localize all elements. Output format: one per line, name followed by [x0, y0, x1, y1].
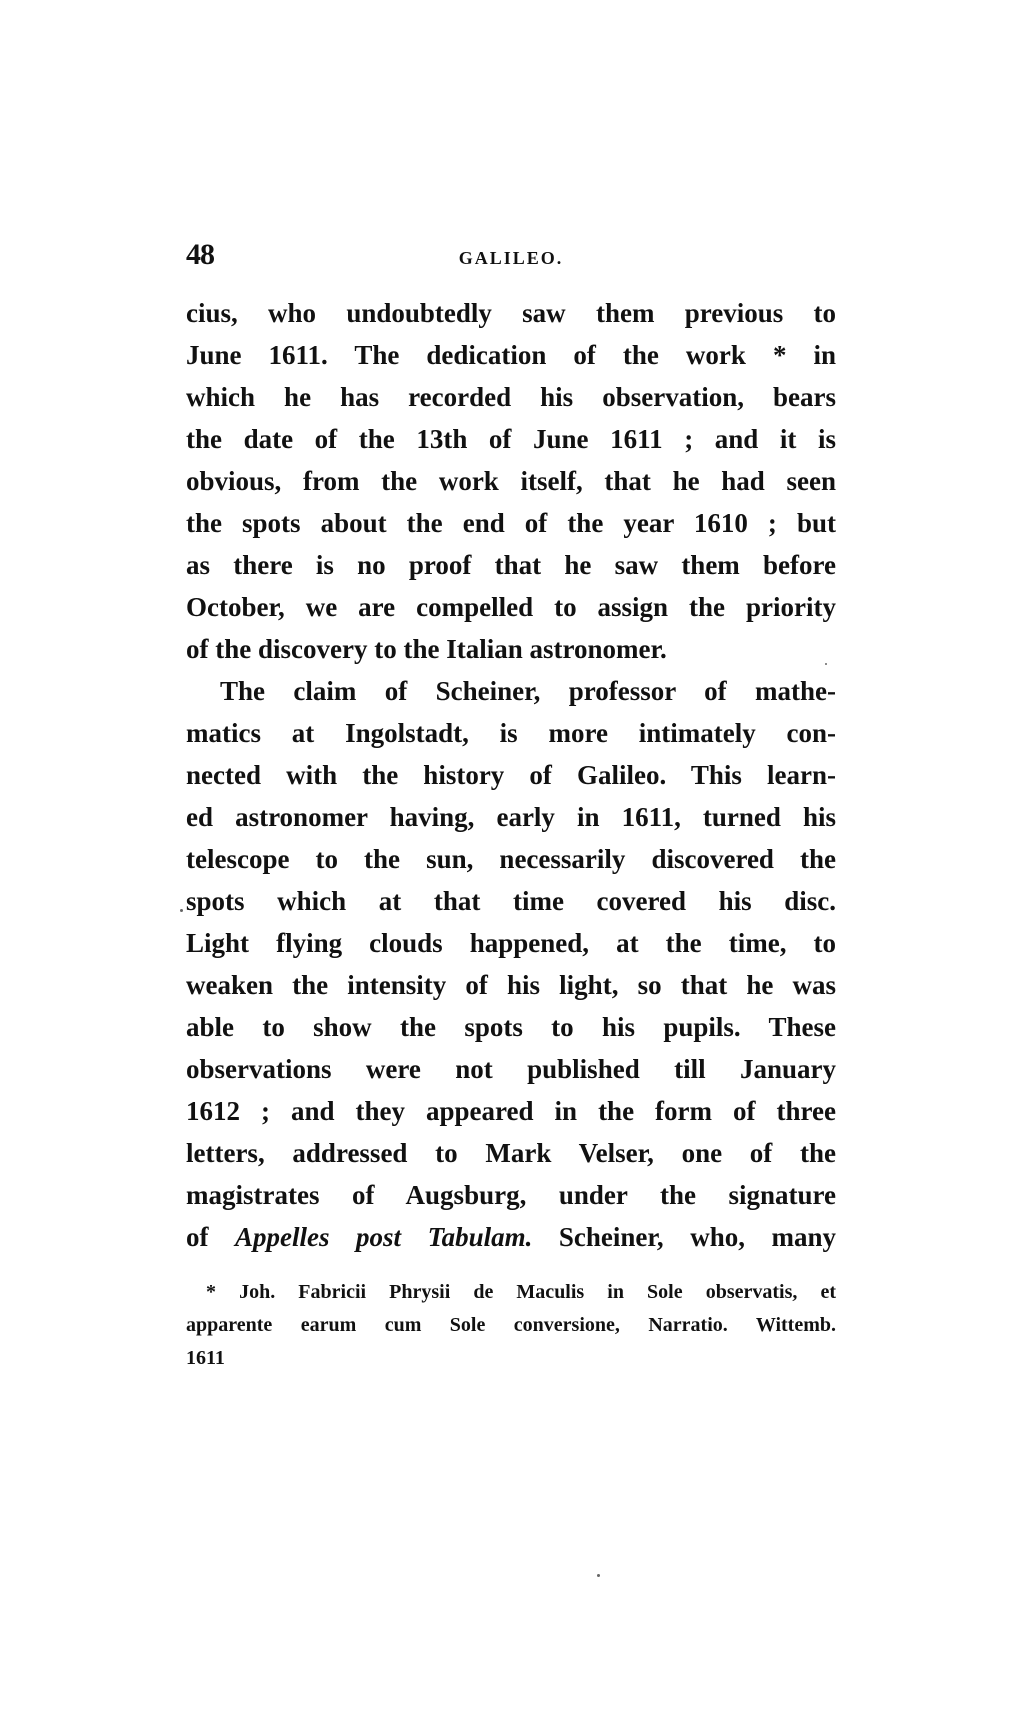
text-line: ed astronomer having, early in 1611, turned his — [186, 802, 836, 832]
text-line: weaken the intensity of his light, so that he was — [186, 970, 836, 1000]
text-line: which he has recorded his observation, bears — [186, 382, 836, 412]
footnote-line: * Joh. Fabricii Phrysii de Maculis in Sole observatis, et — [206, 1281, 836, 1303]
print-speck — [180, 909, 183, 912]
text-line: telescope to the sun, necessarily discovered the — [186, 844, 836, 874]
running-title: GALILEO. — [458, 248, 564, 268]
text-line: able to show the spots to his pupils. These — [186, 1012, 836, 1042]
body-text — [186, 292, 836, 1258]
text-line: letters, addressed to Mark Velser, one of the — [186, 1138, 836, 1168]
text-line — [186, 1216, 836, 1258]
footnote — [186, 1276, 836, 1375]
text-line: obvious, from the work itself, that he had seen — [186, 466, 836, 496]
italic-signature: Appelles post Tabulam. — [235, 1222, 533, 1252]
line-suffix: Scheiner, who, many — [532, 1222, 836, 1252]
text-line: the spots about the end of the year 1610 ; but — [186, 508, 836, 538]
running-head — [186, 238, 836, 278]
text-line: October, we are compelled to assign the priority — [186, 592, 836, 622]
text-line: magistrates of Augsburg, under the signature — [186, 1180, 836, 1210]
text-line: matics at Ingolstadt, is more intimately con- — [186, 718, 836, 748]
text-line: observations were not published till January — [186, 1054, 836, 1084]
text-line: June 1611. The dedication of the work * in — [186, 340, 836, 370]
paragraph-1 — [186, 292, 836, 670]
text-line: The claim of Scheiner, professor of mathe- — [220, 676, 836, 706]
text-line: spots which at that time covered his disc. — [186, 886, 836, 916]
text-line: of the discovery to the Italian astronomer. — [186, 634, 667, 664]
text-line: 1612 ; and they appeared in the form of three — [186, 1096, 836, 1126]
text-line: the date of the 13th of June 1611 ; and it is — [186, 424, 836, 454]
footnote-line: 1611 — [186, 1347, 225, 1369]
page-number: 48 — [186, 238, 214, 271]
line-prefix: of — [186, 1222, 236, 1252]
print-speck — [825, 663, 827, 665]
footnote-line: apparente earum cum Sole conversione, Narratio. Wittemb. — [186, 1314, 836, 1336]
text-line: as there is no proof that he saw them before — [186, 550, 836, 580]
paragraph-2 — [186, 670, 836, 1258]
book-page — [186, 238, 836, 1375]
print-speck — [597, 1574, 600, 1577]
text-line: Light flying clouds happened, at the time, to — [186, 928, 836, 958]
text-line: cius, who undoubtedly saw them previous to — [186, 298, 836, 328]
text-line: nected with the history of Galileo. This learn- — [186, 760, 836, 790]
